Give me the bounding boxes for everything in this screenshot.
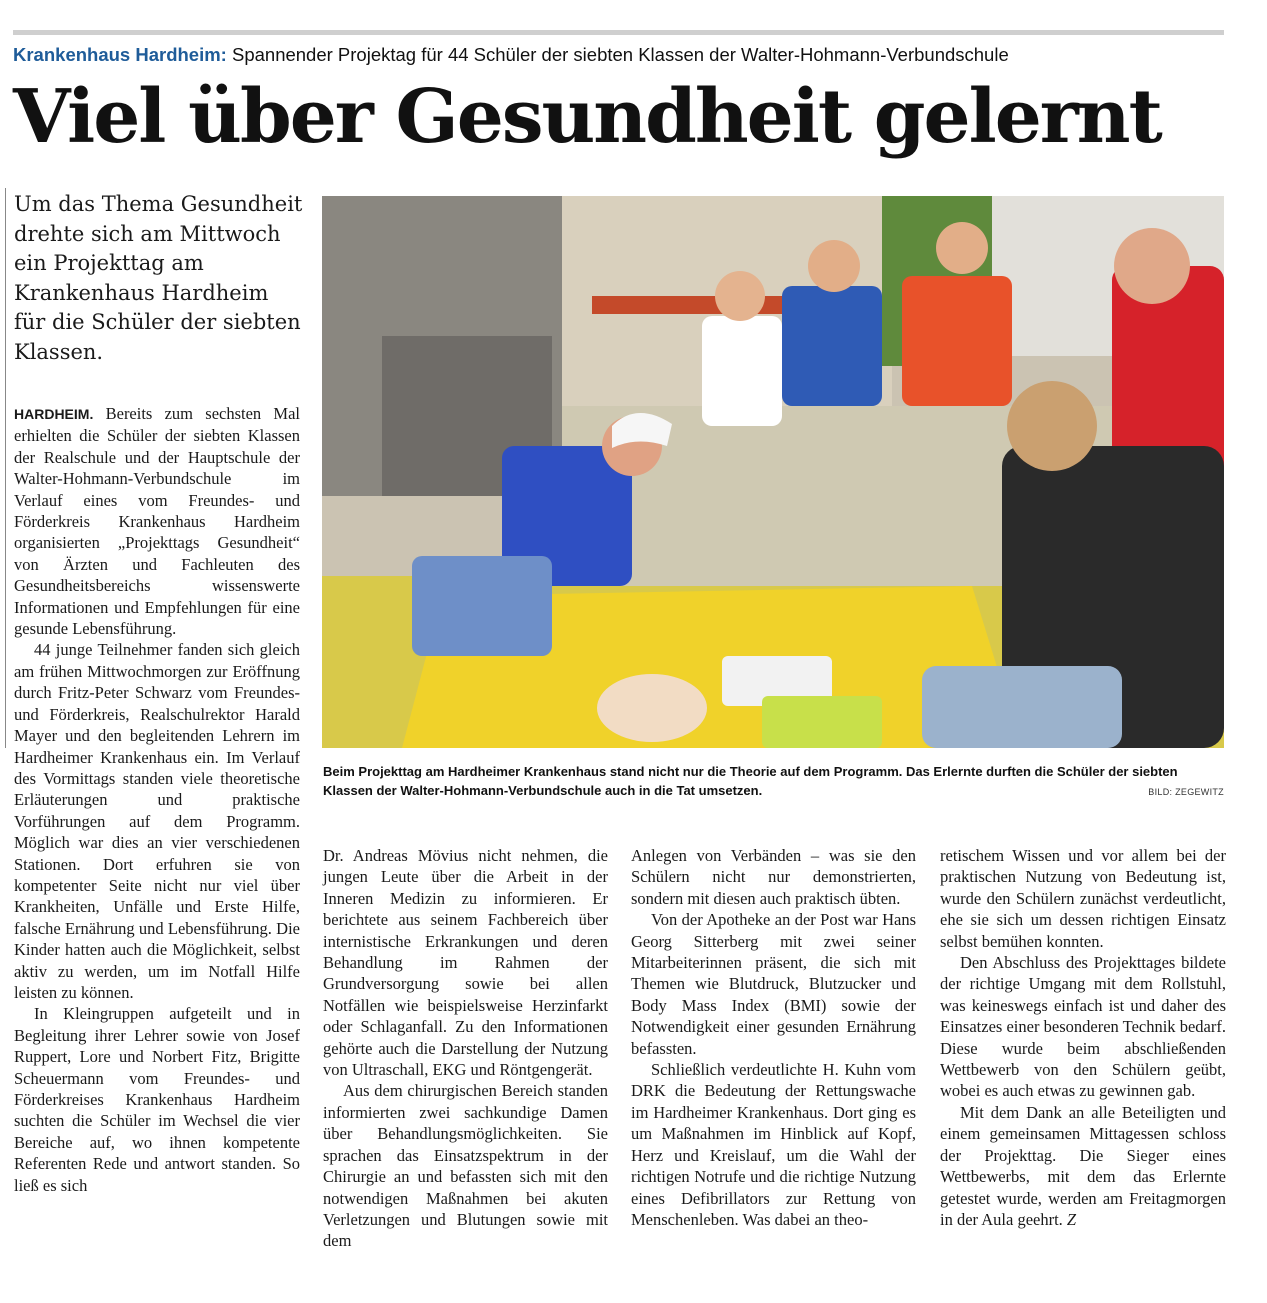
column-rule	[5, 188, 6, 748]
dateline: HARDHEIM.	[14, 406, 94, 422]
paragraph-2: 44 junge Teilnehmer fanden sich gleich am frühen Mittwochmorgen zur Eröffnung durch Fritz-Peter Schwarz vom Freundes- und Förderkreis, Realschulrektor Harald Mayer und den begleitenden Lehrern im Hardheimer Krankenhaus ein. Im Verlauf des Vormittags standen viele theoretische Erläuterungen und praktische Vorführungen auf dem Programm. Möglich war dies an vier verschiedenen Stationen. Dort erfuhren sie von kompetenter Seite nicht nur viel über Krankheiten, Unfälle und Erste Hilfe, falsche Ernährung und Lebensführung. Die Kinder hatten auch die Möglichkeit, selbst aktiv zu werden, um im Notfall Hilfe leisten zu können.	[14, 640, 300, 1002]
paragraph-3: In Kleingruppen aufgeteilt und in Begleitung ihrer Lehrer sowie von Josef Ruppert, Lore und Norbert Fitz, Brigitte Scheuermann vom Freundes- und Förderkreises Krankenhaus Hardheim suchten die Schüler im Wechsel die vier Bereiche auf, wo ihnen kompetente Referenten Rede und antwort standen. So ließ es sich	[14, 1004, 300, 1195]
paragraph-9: retischem Wissen und vor allem bei der praktischen Nutzung von Bedeutung ist, wurde den Schülern zunächst verdeutlicht, ehe sie sich um dessen richtigen Einsatz selbst bemühen konnten.	[940, 846, 1226, 951]
text-column-2	[323, 845, 608, 1252]
kicker-line	[13, 44, 1009, 66]
paragraph-10: Den Abschluss des Projekttages bildete der richtige Umgang mit dem Rollstuhl, was keineswegs einfach ist und daher des Einsatzes einer besonderen Technik bedarf. Diese wurde beim abschließenden Wettbewerb von den Schülern geübt, wobei es auch etwas zu gewinnen gab.	[940, 953, 1226, 1101]
article-photo	[322, 196, 1224, 748]
kicker-subtitle: Spannender Projektag für 44 Schüler der siebten Klassen der Walter-Hohmann-Verbundschule	[231, 44, 1009, 65]
paragraph-6: Anlegen von Verbänden – was sie den Schülern nicht nur demonstrierten, sondern mit diesen auch praktisch übten.	[631, 846, 916, 908]
kicker-tag: Krankenhaus Hardheim:	[13, 44, 227, 65]
author-initial: Z	[1066, 1209, 1077, 1229]
top-rule	[13, 30, 1224, 35]
paragraph-5: Aus dem chirurgischen Bereich standen informierten zwei sachkundige Damen über Behandlungsmöglichkeiten. Sie sprachen das Einsatzspektrum in der Chirurgie an und befassten sich mit den notwendigen Maßnahmen bei akuten Verletzungen und Blutungen sowie mit dem	[323, 1081, 608, 1251]
lead-paragraph: Um das Thema Gesundheit drehte sich am Mittwoch ein Projekttag am Krankenhaus Hardheim für die Schüler der siebten Klassen.	[14, 192, 303, 364]
photo-credit: BILD: ZEGEWITZ	[1148, 787, 1224, 797]
paragraph-4: Dr. Andreas Mövius nicht nehmen, die jungen Leute über die Arbeit in der Inneren Medizin zu informieren. Er berichtete aus seinem Fachbereich über internistische Erkrankungen und deren Behandlung im Rahmen der Grundversorgung sowie bei allen Notfällen wie beispielsweise Herzinfarkt oder Schlaganfall. Zu den Informationen gehörte auch die Darstellung der Nutzung von Ultraschall, EKG und Röntgengerät.	[323, 846, 608, 1080]
paragraph-11: Mit dem Dank an alle Beteiligten und einem gemeinsamen Mittagessen schloss der Projekttag. Die Sieger eines Wettbewerbs, mit dem das Erlernte getestet wurde, werden am Freitagmorgen in der Aula geehrt. Z	[940, 1102, 1226, 1229]
paragraph-8: Schließlich verdeutlichte H. Kuhn vom DRK die Bedeutung der Rettungswache im Hardheimer Krankenhaus. Dort ging es um Maßnahmen im Hinblick auf Kopf, Herz und Kreislauf, um die Wahl der richtigen Notrufe und die richtige Nutzung eines Defibrillators zur Rettung von Menschenleben. Was dabei an theo-	[631, 1060, 916, 1229]
paragraph-1: HARDHEIM. Bereits zum sechsten Mal erhielten die Schüler der siebten Klassen der Realschule und der Hauptschule der Walter-Hohmann-Verbundschule im Verlauf eines vom Freundes- und Förderkreis Krankenhaus Hardheim organisierten „Projekttags Gesundheit“ von Ärzten und Fachleuten des Gesundheitsbereichs wissenswerte Informationen und Empfehlungen für eine gesunde Lebensführung.	[14, 404, 301, 639]
headline: Viel über Gesundheit gelernt	[13, 74, 1161, 160]
photo-illustration	[322, 196, 1224, 748]
photo-caption: Beim Projekttag am Hardheimer Krankenhaus stand nicht nur die Theorie auf dem Programm. Das Erlernte durften die Schüler der siebten Klassen der Walter-Hohmann-Verbundschule auch in die Tat umsetzen.	[323, 764, 1178, 798]
text-column-1	[14, 403, 300, 1196]
paragraph-7: Von der Apotheke an der Post war Hans Georg Sitterberg mit zwei seiner Mitarbeiterinnen präsent, die sich mit Themen wie Blutdruck, Blutzucker und Body Mass Index (BMI) sowie der Notwendigkeit einer gesunden Ernährung befassten.	[631, 910, 916, 1058]
text-column-3	[631, 845, 916, 1230]
text-column-4	[940, 845, 1226, 1230]
